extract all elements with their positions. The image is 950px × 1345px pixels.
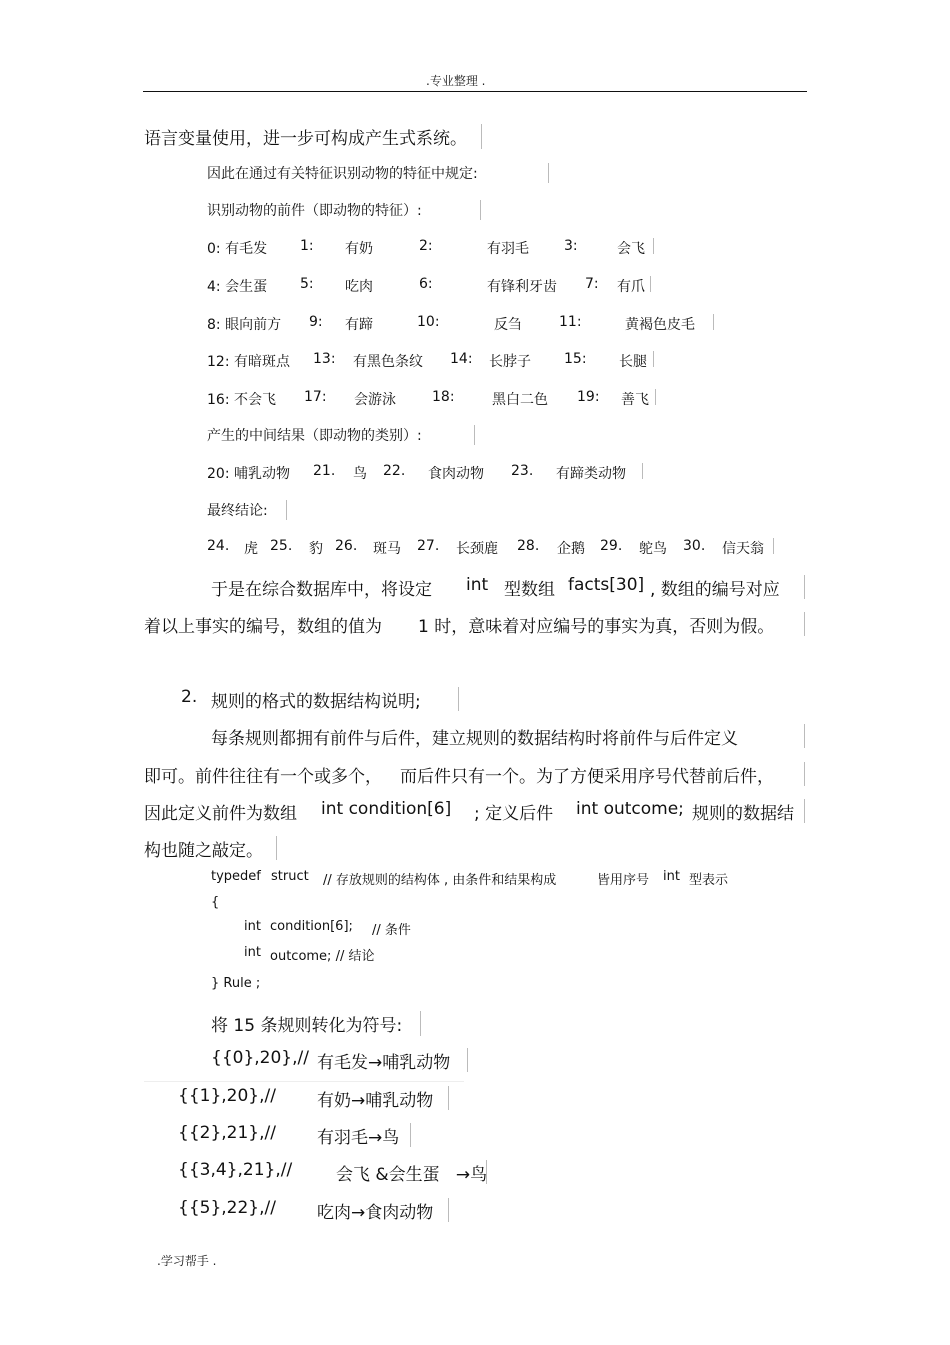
premise-title: 识别动物的前件（即动物的特征）: — [207, 200, 481, 220]
premise-num: 18: — [432, 389, 455, 405]
premise-label: 有锋利牙齿 — [487, 279, 557, 295]
para1-seg: 1 时，意味着对应编号的事实为真，否则为假。 — [418, 617, 775, 637]
premise-8: 8: 眼向前方 — [207, 317, 282, 333]
middle-label: 食肉动物 — [428, 466, 484, 482]
section-heading — [181, 687, 459, 711]
page-header: .专业整理 . — [426, 74, 486, 88]
para2-seg: ; 定义后件 — [474, 804, 554, 824]
premise-0: 0: 有毛发 — [207, 241, 268, 257]
para2-seg: 每条规则都拥有前件与后件，建立规则的数据结构时将前件与后件定义 — [211, 729, 738, 749]
code-line: } Rule ; — [211, 976, 261, 991]
premise-16: 16: 不会飞 — [207, 392, 276, 408]
rule-meaning: 会飞 &会生蛋 →鸟 — [336, 1165, 488, 1185]
rule-meaning: 有毛发→哺乳动物 — [317, 1053, 451, 1073]
final-row — [207, 538, 774, 557]
middle-20: 20: 哺乳动物 — [207, 466, 290, 482]
final-num: 26. — [335, 538, 358, 554]
para1-seg: 型数组 — [504, 580, 555, 600]
premise-num: 9: — [309, 314, 323, 330]
final-num: 30. — [683, 538, 706, 554]
final-num: 27. — [417, 538, 440, 554]
code-token: int — [663, 869, 680, 884]
premise-label: 吃肉 — [345, 279, 373, 295]
premise-label: 善飞 — [621, 392, 649, 408]
premise-row — [207, 389, 656, 408]
para1-line1 — [144, 575, 805, 599]
premise-label: 黄褐色皮毛 — [625, 317, 695, 333]
intro-text: 语言变量使用，进一步可构成产生式系统。 — [144, 124, 482, 149]
middle-label: 鸟 — [353, 466, 367, 482]
rule-code: {{1},20},// — [178, 1086, 276, 1106]
para2-line4 — [144, 836, 277, 860]
premise-label: 有蹄 — [345, 317, 373, 333]
final-title: 最终结论: — [207, 500, 287, 520]
code-token: outcome; // 结论 — [270, 949, 375, 964]
code-comment: // 条件 — [372, 923, 411, 938]
premise-num: 13: — [313, 351, 336, 367]
final-label: 豹 — [309, 541, 323, 557]
page-footer: .学习帮手 . — [157, 1254, 217, 1268]
middle-title: 产生的中间结果（即动物的类别）: — [207, 425, 475, 445]
final-label: 斑马 — [373, 541, 401, 557]
para2-line1 — [144, 724, 805, 748]
code-token: condition[6]; — [270, 919, 353, 934]
premise-label: 长腿 — [619, 354, 647, 370]
rule-meaning: 有奶→哺乳动物 — [317, 1091, 434, 1111]
premise-num: 7: — [585, 276, 599, 292]
para2-seg: 规则的数据结 — [692, 804, 794, 824]
premise-row — [207, 351, 654, 370]
premise-label: 反刍 — [494, 317, 522, 333]
rule-code: {{5},22},// — [178, 1198, 276, 1218]
final-num: 28. — [517, 538, 540, 554]
premise-label: 有黑色条纹 — [353, 354, 423, 370]
code-token: int — [244, 945, 261, 960]
para2-seg: int condition[6] — [321, 799, 452, 819]
premise-row — [207, 276, 651, 295]
code-token: typedef — [211, 869, 261, 884]
rule-meaning: 吃肉→食肉动物 — [317, 1203, 434, 1223]
rule-item — [178, 1198, 449, 1222]
premise-num: 2: — [419, 238, 433, 254]
premise-num: 10: — [417, 314, 440, 330]
premise-label: 长脖子 — [489, 354, 531, 370]
code-comment: 皆用序号 — [597, 873, 650, 888]
section-title: 规则的格式的数据结构说明; — [211, 692, 421, 712]
premise-num: 1: — [300, 238, 314, 254]
premise-num: 14: — [450, 351, 473, 367]
premise-label: 有爪 — [617, 279, 645, 295]
facts-intro: 因此在通过有关特征识别动物的特征中规定: — [207, 163, 549, 183]
para2-line3 — [144, 799, 805, 823]
rule-item — [178, 1123, 411, 1147]
premise-row — [207, 238, 654, 257]
para2-seg: 构也随之敲定。 — [144, 841, 263, 861]
section-number: 2. — [181, 687, 198, 707]
premise-num: 5: — [300, 276, 314, 292]
rule-divider — [144, 1081, 464, 1082]
rule-item — [178, 1160, 487, 1184]
para2-seg: 而后件只有一个。为了方便采用序号代替前后件， — [400, 767, 774, 787]
code-line: { — [211, 895, 220, 910]
final-num: 24. — [207, 538, 230, 554]
premise-label: 会飞 — [617, 241, 645, 257]
para2-line2 — [144, 762, 805, 786]
para2-seg: 因此定义前件为数组 — [144, 804, 297, 824]
para2-seg: int outcome; — [576, 799, 684, 819]
para1-seg: , 数组的编号对应 — [650, 580, 780, 600]
para1-seg: int — [466, 575, 489, 595]
rule-item — [211, 1048, 468, 1072]
final-num: 25. — [270, 538, 293, 554]
rule-code: {{2},21},// — [178, 1123, 276, 1143]
middle-row — [207, 463, 643, 482]
premise-num: 15: — [564, 351, 587, 367]
middle-num: 21. — [313, 463, 336, 479]
rule-code: {{0},20},// — [211, 1048, 309, 1068]
code-token: int — [244, 919, 261, 934]
para1-line2 — [144, 612, 805, 636]
code-comment: // 存放规则的结构体 , 由条件和结果构成 — [323, 873, 557, 888]
para1-seg: facts[30] — [568, 575, 645, 595]
premise-num: 6: — [419, 276, 433, 292]
premise-num: 11: — [559, 314, 582, 330]
para1-seg: 着以上事实的编号，数组的值为 — [144, 617, 382, 637]
middle-num: 22. — [383, 463, 406, 479]
final-label: 信天翁 — [722, 541, 764, 557]
premise-num: 17: — [304, 389, 327, 405]
premise-label: 会游泳 — [354, 392, 396, 408]
code-token: struct — [271, 869, 309, 884]
premise-num: 19: — [577, 389, 600, 405]
premise-num: 3: — [564, 238, 578, 254]
premise-label: 黑白二色 — [492, 392, 548, 408]
rule-meaning: 有羽毛→鸟 — [317, 1128, 400, 1148]
final-label: 鸵鸟 — [639, 541, 667, 557]
middle-label: 有蹄类动物 — [556, 466, 626, 482]
rule-item — [178, 1086, 449, 1110]
premise-4: 4: 会生蛋 — [207, 279, 268, 295]
premise-label: 有奶 — [345, 241, 373, 257]
para2-seg: 即可。前件往往有一个或多个， — [144, 767, 382, 787]
premise-12: 12: 有暗斑点 — [207, 354, 290, 370]
premise-label: 有羽毛 — [487, 241, 529, 257]
middle-num: 23. — [511, 463, 534, 479]
header-rule — [143, 91, 807, 92]
code-token: 型表示 — [689, 873, 729, 888]
para1-seg: 于是在综合数据库中，将设定 — [211, 580, 432, 600]
rules-title: 将 15 条规则转化为符号: — [211, 1011, 421, 1036]
premise-row — [207, 314, 714, 333]
final-label: 企鹅 — [557, 541, 585, 557]
final-label: 长颈鹿 — [456, 541, 498, 557]
final-label: 虎 — [244, 541, 258, 557]
final-num: 29. — [600, 538, 623, 554]
rule-code: {{3,4},21},// — [178, 1160, 293, 1180]
